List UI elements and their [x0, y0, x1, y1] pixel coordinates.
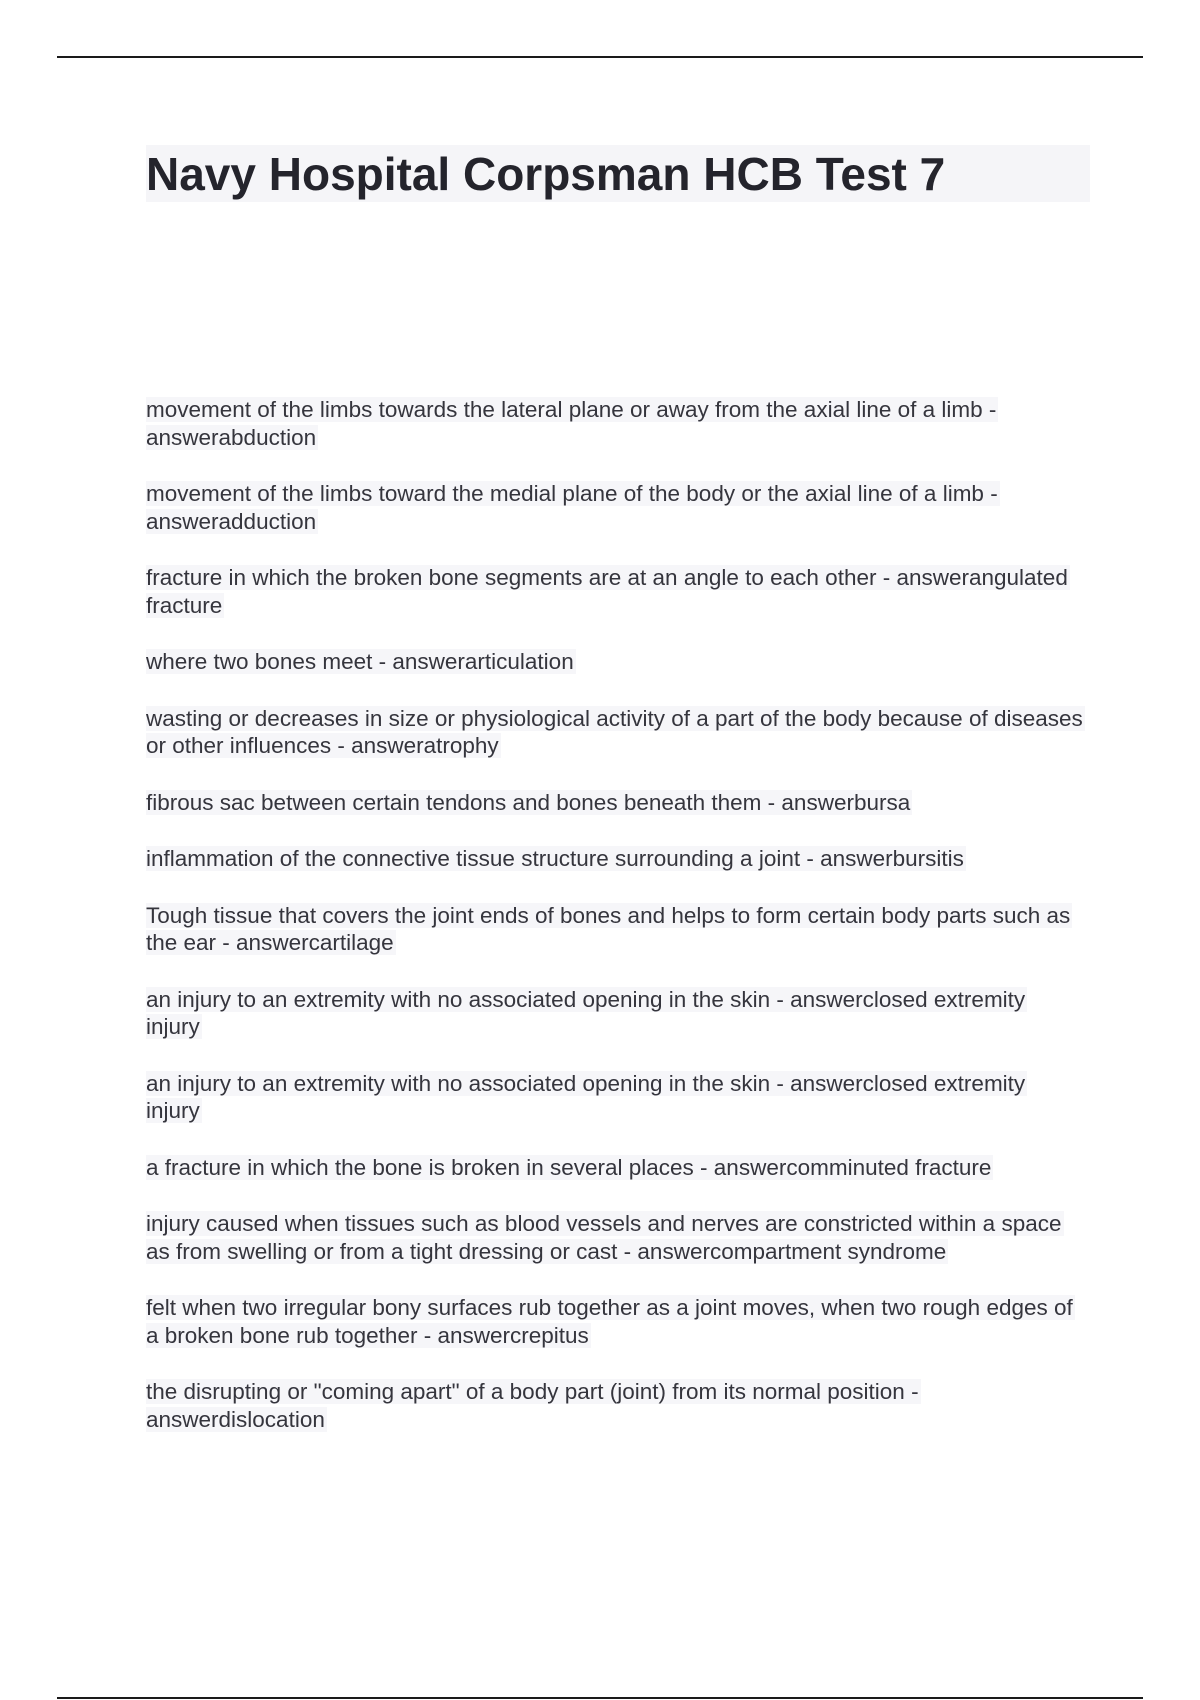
flashcard-text: fibrous sac between certain tendons and bones beneath them - answerbursa [146, 789, 911, 815]
flashcard-item [146, 789, 1086, 817]
flashcard-text: movement of the limbs towards the lateral plane or away from the axial line of a limb - answerabduction [146, 397, 997, 450]
flashcard-text: the disrupting or "coming apart" of a body part (joint) from its normal position - answerdislocation [146, 1379, 919, 1432]
flashcard-text: Tough tissue that covers the joint ends of bones and helps to form certain body parts such as the ear - answercartilage [146, 902, 1071, 955]
flashcard-item [146, 1154, 1086, 1182]
flashcard-text: injury caused when tissues such as blood vessels and nerves are constricted within a space as from swelling or from a tight dressing or cast - answercompartment syndrome [146, 1211, 1062, 1264]
page-title: Navy Hospital Corpsman HCB Test 7 [146, 148, 946, 200]
flashcard-item [146, 986, 1086, 1041]
flashcard-text: felt when two irregular bony surfaces rub together as a joint moves, when two rough edges of a broken bone rub together - answercrepitus [146, 1295, 1073, 1348]
flashcard-item [146, 705, 1086, 760]
flashcard-list [146, 396, 1086, 1462]
flashcard-item [146, 902, 1086, 957]
flashcard-item [146, 1210, 1086, 1265]
flashcard-item [146, 648, 1086, 676]
flashcard-item [146, 480, 1086, 535]
flashcard-item [146, 396, 1086, 451]
flashcard-text: an injury to an extremity with no associated opening in the skin - answerclosed extremity injury [146, 1070, 1026, 1123]
flashcard-text: fracture in which the broken bone segments are at an angle to each other - answerangulated fracture [146, 565, 1068, 618]
flashcard-text: movement of the limbs toward the medial plane of the body or the axial line of a limb - answeradduction [146, 481, 998, 534]
flashcard-item [146, 1378, 1086, 1433]
flashcard-item [146, 1070, 1086, 1125]
flashcard-text: where two bones meet - answerarticulation [146, 649, 574, 674]
flashcard-text: a fracture in which the bone is broken in several places - answercomminuted fracture [146, 1154, 992, 1180]
flashcard-item [146, 564, 1086, 619]
flashcard-text: inflammation of the connective tissue structure surrounding a joint - answerbursitis [146, 846, 964, 871]
top-divider [57, 56, 1143, 58]
flashcard-item [146, 845, 1086, 873]
flashcard-text: wasting or decreases in size or physiological activity of a part of the body because of diseases or other influences - answeratrophy [146, 705, 1083, 758]
flashcard-text: an injury to an extremity with no associated opening in the skin - answerclosed extremity injury [146, 986, 1026, 1039]
bottom-divider [57, 1697, 1143, 1699]
flashcard-item [146, 1294, 1086, 1349]
